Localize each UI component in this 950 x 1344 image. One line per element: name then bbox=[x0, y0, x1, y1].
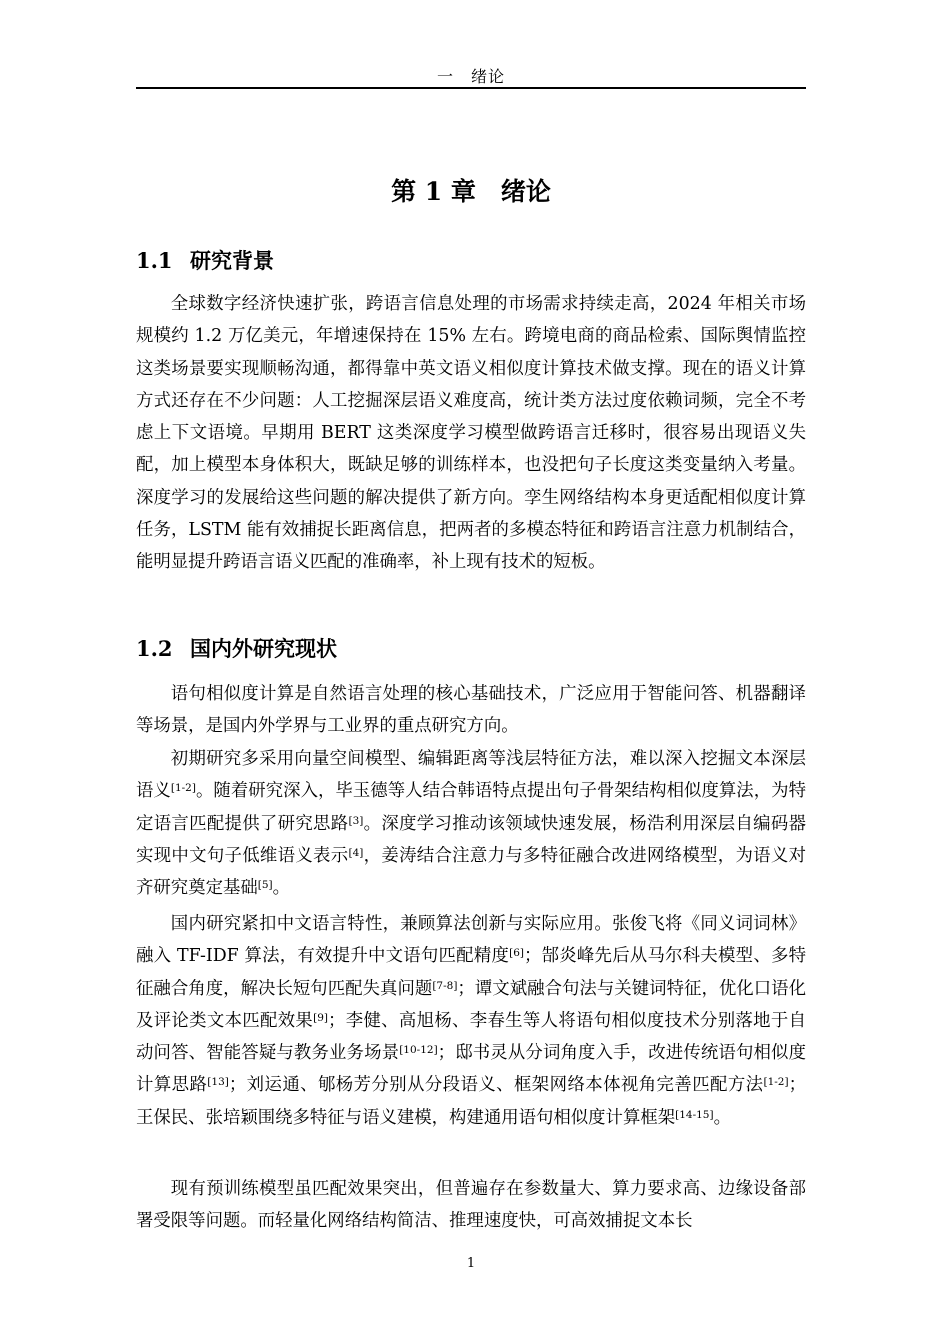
paragraph-intro: 语句相似度计算是自然语言处理的核心基础技术，广泛应用于智能问答、机器翻译等场景，是国内外学界与工业界的重点研究方向。 bbox=[136, 684, 806, 737]
paragraph-early-research bbox=[136, 743, 806, 904]
text-run: 。随着研究深入，毕玉德等人结合韩语特点提出句子骨架结构相似度算法，为特定语言匹配提供了研究思路 bbox=[136, 781, 806, 834]
citation: [14-15] bbox=[675, 1108, 714, 1121]
text-run: ；邸书灵从分词角度入手，改进传统语句相似度计算思路 bbox=[136, 1043, 806, 1096]
section-heading-1-1 bbox=[136, 245, 274, 275]
text-run: 。深度学习推动该领域快速发展，杨浩利用深层自编码器实现中文句子低维语义表示 bbox=[136, 813, 806, 866]
citation: [13] bbox=[207, 1076, 229, 1089]
text-run: 初期研究多采用向量空间模型、编辑距离等浅层特征方法，难以深入挖掘文本深层语义 bbox=[136, 749, 806, 802]
citation: [7-8] bbox=[432, 979, 458, 992]
citation: [3] bbox=[348, 814, 364, 827]
chapter-title: 第 1 章 绪论 bbox=[391, 177, 551, 206]
citation: [1-2] bbox=[170, 782, 196, 795]
section-title: 研究背景 bbox=[190, 248, 274, 273]
citation: [4] bbox=[348, 846, 364, 859]
paragraph-background: 全球数字经济快速扩张，跨语言信息处理的市场需求持续走高，2024 年相关市场规模约 1.2 万亿美元，年增速保持在 15% 左右。跨境电商的商品检索、国际舆情监控这类场景要实现顺畅沟通，都得靠中英文语义相似度计算技术做支撑。现在的语义计算方式还存在不少问题：人工挖掘深层语义难度高，统计类方法过度依赖词频，完全不考虑上下文语境。早期用 BERT 这类深度学习模型做跨语言迁移时，很容易出现语义失配，加上模型本身体积大，既缺足够的训练样本，也没把句子长度这类变量纳入考量。深度学习的发展给这些问题的解决提供了新方向。孪生网络结构本身更适配相似度计算任务，LSTM 能有效捕捉长距离信息，把两者的多模态特征和跨语言注意力机制结合，能明显提升跨语言语义匹配的准确率，补上现有技术的短板。 bbox=[136, 294, 806, 573]
paragraph-lightweight-models: 现有预训练模型虽匹配效果突出，但普遍存在参数量大、算力要求高、边缘设备部署受限等问题。而轻量化网络结构简洁、推理速度快，可高效捕捉文本长 bbox=[136, 1179, 806, 1232]
text-run: ；王保民、张培颖围绕多特征与语义建模，构建通用语句相似度计算框架 bbox=[136, 1075, 806, 1128]
page-number: 1 bbox=[466, 1256, 476, 1271]
text-run: 。 bbox=[272, 878, 291, 899]
section-title: 国内外研究现状 bbox=[190, 636, 337, 661]
section-number: 1.1 bbox=[136, 248, 173, 273]
citation: [9] bbox=[313, 1011, 329, 1024]
text-run: ；刘运通、郇杨芳分别从分段语义、框架网络本体视角完善匹配方法 bbox=[228, 1075, 764, 1096]
header-rule bbox=[136, 87, 806, 89]
paragraph-domestic-research bbox=[136, 908, 806, 1134]
text-run: ；郜炎峰先后从马尔科夫模型、多特征融合角度，解决长短句匹配失真问题 bbox=[136, 946, 806, 999]
section-number: 1.2 bbox=[136, 636, 173, 661]
text-run: 国内研究紧扣中文语言特性，兼顾算法创新与实际应用。张俊飞将《同义词词林》融入 TF-IDF 算法，有效提升中文语句匹配精度 bbox=[136, 914, 806, 967]
text-run: ，姜涛结合注意力与多特征融合改进网络模型，为语义对齐研究奠定基础 bbox=[136, 845, 806, 899]
citation: [1-2] bbox=[763, 1076, 789, 1089]
running-header: 一 绪论 bbox=[436, 67, 505, 86]
citation: [5] bbox=[257, 879, 273, 892]
citation: [6] bbox=[509, 947, 524, 960]
citation: [10-12] bbox=[399, 1044, 438, 1057]
text-run: ；谭文斌融合句法与关键词特征，优化口语化及评论类文本匹配效果 bbox=[136, 978, 806, 1031]
text-run: 。 bbox=[713, 1107, 731, 1128]
text-run: ；李健、高旭杨、李春生等人将语句相似度技术分别落地于自动问答、智能答疑与教务业务场景 bbox=[136, 1010, 806, 1064]
section-heading-1-2 bbox=[136, 633, 337, 663]
